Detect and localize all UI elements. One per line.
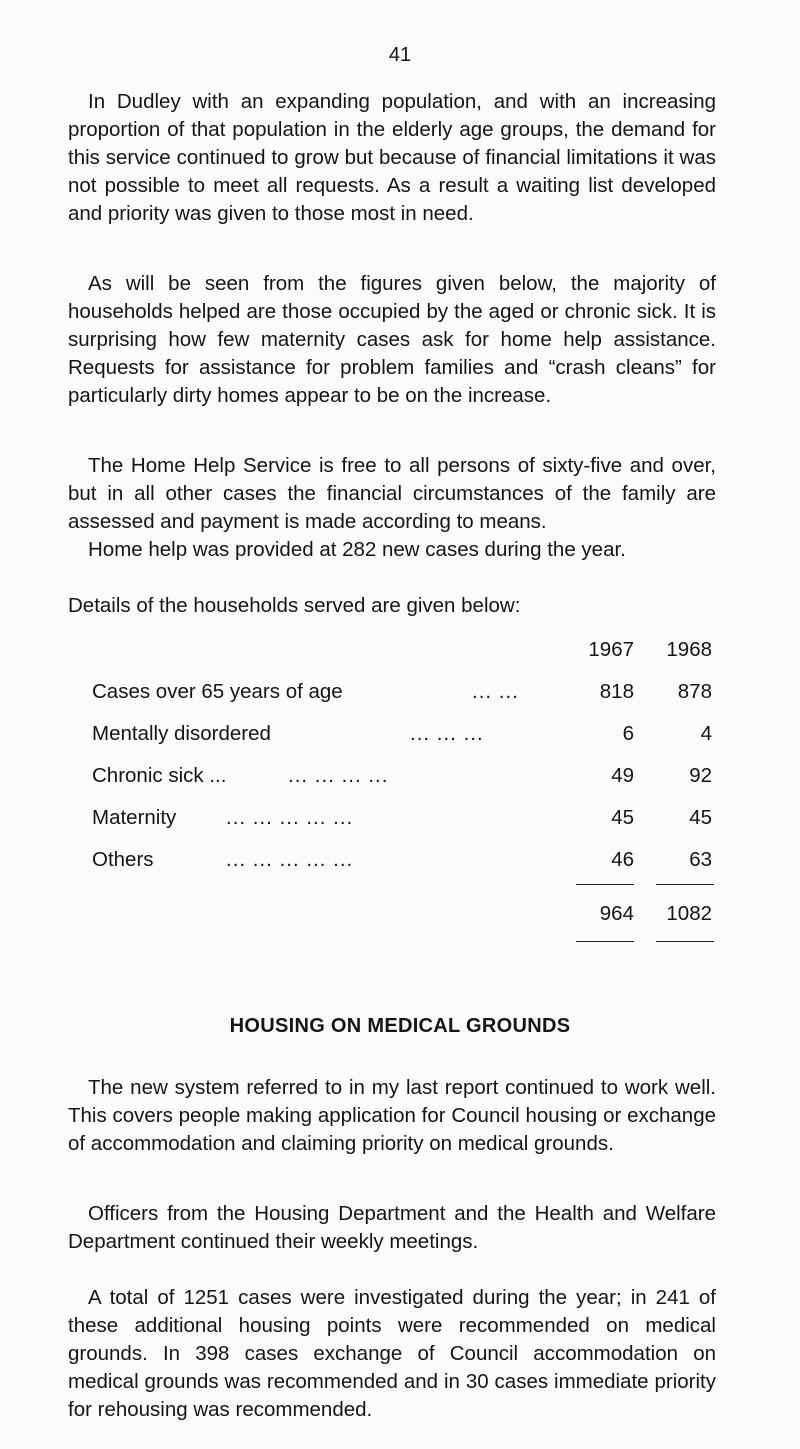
table-row [92,720,712,748]
leader-dots: ... ... ... ... ... [226,848,354,871]
total-rule-1968 [656,941,714,942]
row-label: Maternity [92,806,177,829]
column-header-1967: 1967 [588,638,634,661]
paragraph-cases-investigated: A total of 1251 cases were investigated during the year; in 241 of these additional housing points were recommended on medical grounds. In 398 cases exchange of Council accommodation on medical grounds was recommended and in 30 cases immediate priority for rehousing was recommended. [68,1286,716,1421]
paragraph-new-system: The new system referred to in my last report continued to work well. This covers people making application for Council housing or exchange of accommodation and claiming priority on medical grounds. [68,1076,716,1155]
paragraph-free-service: The Home Help Service is free to all persons of sixty-five and over, but in all other cases the financial circumstances of the family are assessed and payment is made according to means. [68,454,716,533]
row-label: Others [92,848,154,871]
paragraph-households-helped: As will be seen from the figures given below, the majority of households helped are those occupied by the aged or chronic sick. It is surprising how few maternity cases ask for home help assistance. Requests for assistance for problem families and “crash cleans” for particularly dirty homes appear to be on the increase. [68,272,716,407]
value-1968: 63 [689,848,712,871]
value-1967: 6 [622,722,634,745]
row-label: Mentally disordered [92,722,271,745]
total-1967: 964 [599,902,634,925]
paragraph-elderly-demand: In Dudley with an expanding population, and with an increasing proportion of that population in the elderly age groups, the demand for this service continued to grow but because of financial limitations it was not possible to meet all requests. As a result a waiting list developed and priority was given to those most in need. [68,90,716,225]
table-row [92,678,712,706]
row-label: Cases over 65 years of age [92,680,343,703]
paragraph-details-intro: Details of the households served are given below: [68,594,521,617]
value-1968: 4 [700,722,712,745]
subtotal-rule-1968 [656,884,714,885]
table-header-row [92,636,712,664]
value-1967: 45 [611,806,634,829]
section-heading: HOUSING ON MEDICAL GROUNDS [229,1015,571,1037]
table-total-row [92,900,712,928]
table-row [92,846,712,874]
leader-dots: ... ... [472,680,519,703]
leader-dots: ... ... ... [410,722,484,745]
value-1968: 92 [689,764,712,787]
table-row [92,804,712,832]
paragraph-officers-meetings: Officers from the Housing Department and the Health and Welfare Department continued their weekly meetings. [68,1202,716,1253]
total-1968: 1082 [666,902,712,925]
subtotal-rule-1967 [576,884,634,885]
value-1967: 46 [611,848,634,871]
total-rule-1967 [576,941,634,942]
page-number: 41 [388,44,412,66]
leader-dots: ... ... ... ... [288,764,389,787]
value-1967: 49 [611,764,634,787]
leader-dots: ... ... ... ... ... [226,806,354,829]
paragraph-new-cases: Home help was provided at 282 new cases during the year. [88,538,626,561]
value-1968: 45 [689,806,712,829]
value-1967: 818 [599,680,634,703]
table-row [92,762,712,790]
row-label: Chronic sick ... [92,764,227,787]
value-1968: 878 [677,680,712,703]
column-header-1968: 1968 [666,638,712,661]
